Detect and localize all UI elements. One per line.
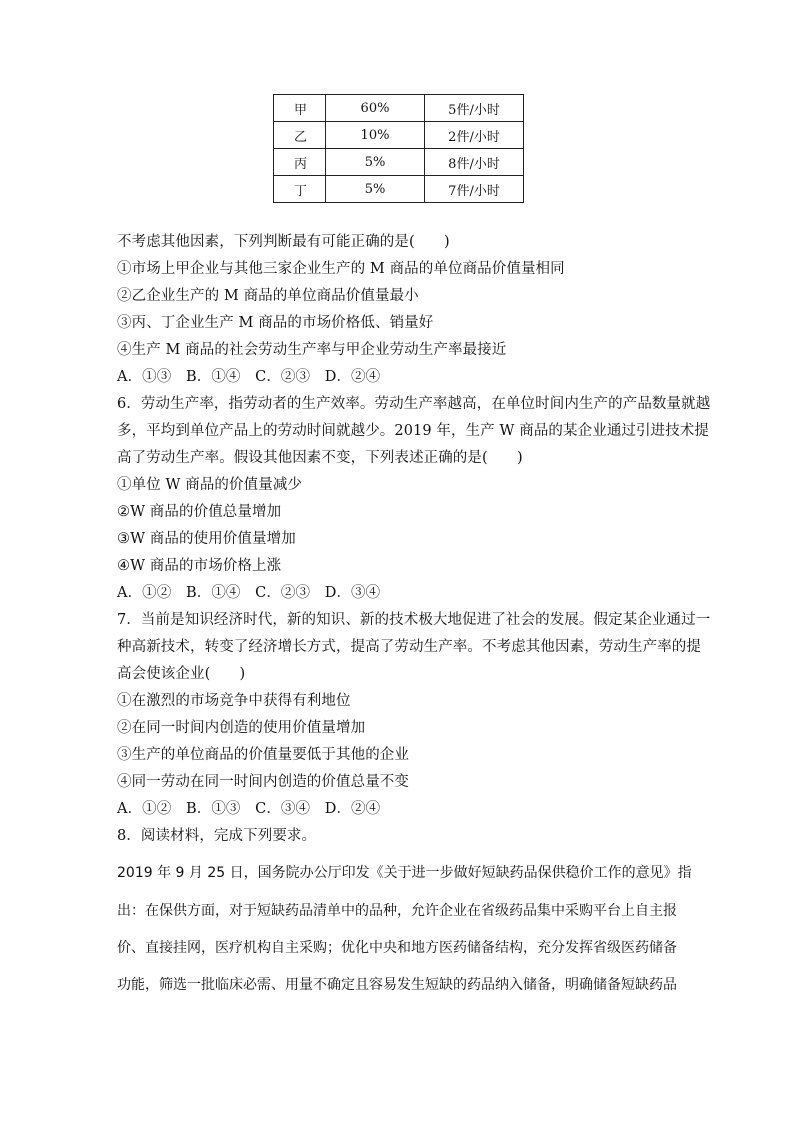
table-cell: 5% xyxy=(326,176,425,203)
option-item: ①在激烈的市场竞争中获得有利地位 xyxy=(117,693,351,709)
question-text: 种高新技术，转变了经济增长方式，提高了劳动生产率。不考虑其他因素，劳动生产率的提 xyxy=(117,639,701,655)
question-stem: 不考虑其他因素，下列判断最有可能正确的是( ) xyxy=(117,234,450,250)
question-text: 多，平均到单位产品上的劳动时间就越少。2019 年，生产 W 商品的某企业通过引进技术提 xyxy=(117,423,710,439)
table-row xyxy=(274,95,524,122)
option-item: ④生产 M 商品的社会劳动生产率与甲企业劳动生产率最接近 xyxy=(117,342,507,358)
table-cell: 2件/小时 xyxy=(425,122,524,149)
question-text: 高会使该企业( ) xyxy=(117,666,246,682)
answer-choices: A．①② B．①④ C．②③ D．③④ xyxy=(117,585,381,601)
option-item: ③生产的单位商品的价值量要低于其他的企业 xyxy=(117,747,409,763)
answer-choices: A．①③ B．①④ C．②③ D．②④ xyxy=(117,369,381,385)
material-paragraph-line: 2019 年 9 月 25 日，国务院办公厅印发《关于进一步做好短缺药品保供稳价工作的意见》指 xyxy=(117,865,692,881)
material-paragraph-line: 价、直接挂网，医疗机构自主采购；优化中央和地方医药储备结构，充分发挥省级医药储备 xyxy=(117,940,677,956)
option-item: ④W 商品的市场价格上涨 xyxy=(117,558,282,574)
enterprise-table xyxy=(273,94,524,203)
table-cell: 丁 xyxy=(274,176,326,203)
table-cell: 丙 xyxy=(274,149,326,176)
option-item: ②W 商品的价值总量增加 xyxy=(117,504,282,520)
option-item: ③丙、丁企业生产 M 商品的市场价格低、销量好 xyxy=(117,315,434,331)
table-row xyxy=(274,149,524,176)
option-item: ①单位 W 商品的价值量减少 xyxy=(117,477,303,493)
table-row xyxy=(274,122,524,149)
option-item: ④同一劳动在同一时间内创造的价值总量不变 xyxy=(117,774,409,790)
option-item: ①市场上甲企业与其他三家企业生产的 M 商品的单位商品价值量相同 xyxy=(117,261,565,277)
table-cell: 5件/小时 xyxy=(425,95,524,122)
table-cell: 甲 xyxy=(274,95,326,122)
option-item: ②乙企业生产的 M 商品的单位商品价值量最小 xyxy=(117,288,419,304)
option-item: ②在同一时间内创造的使用价值量增加 xyxy=(117,720,366,736)
table-cell: 5% xyxy=(326,149,425,176)
question-stem: 8．阅读材料，完成下列要求。 xyxy=(117,828,317,844)
answer-choices: A．①② B．①③ C．③④ D．②④ xyxy=(117,801,381,817)
question-text: 高了劳动生产率。假设其他因素不变，下列表述正确的是( ) xyxy=(117,450,523,466)
table-row xyxy=(274,176,524,203)
material-paragraph-line: 功能，筛选一批临床必需、用量不确定且容易发生短缺的药品纳入储备，明确储备短缺药品 xyxy=(117,977,677,993)
question-text: 6．劳动生产率，指劳动者的生产效率。劳动生产率越高，在单位时间内生产的产品数量就越 xyxy=(117,396,711,412)
table-cell: 8件/小时 xyxy=(425,149,524,176)
table-cell: 7件/小时 xyxy=(425,176,524,203)
table-cell: 10% xyxy=(326,122,425,149)
table-cell: 乙 xyxy=(274,122,326,149)
question-text: 7．当前是知识经济时代，新的知识、新的技术极大地促进了社会的发展。假定某企业通过一 xyxy=(117,612,711,628)
option-item: ③W 商品的使用价值量增加 xyxy=(117,531,296,547)
table-cell: 60% xyxy=(326,95,425,122)
material-paragraph-line: 出：在保供方面，对于短缺药品清单中的品种，允许企业在省级药品集中采购平台上自主报 xyxy=(117,903,677,919)
